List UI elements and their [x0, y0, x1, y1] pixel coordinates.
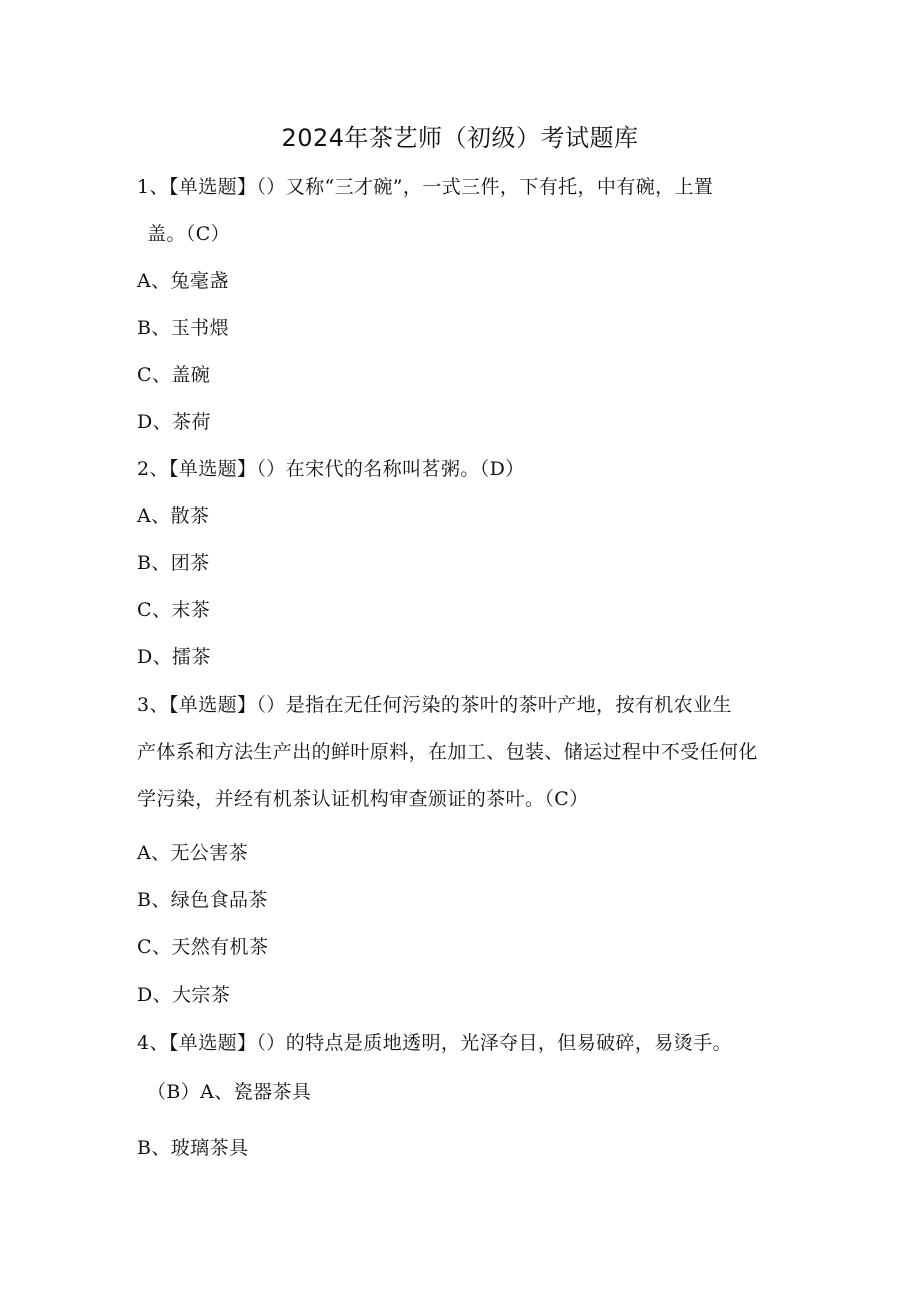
question-2-option-d: D、擂茶 — [137, 646, 211, 668]
question-1-text-cont: 盖。（C） — [147, 223, 231, 245]
question-3-option-d: D、大宗茶 — [137, 984, 231, 1006]
question-2-option-b: B、团茶 — [137, 552, 210, 574]
question-3-text-cont-1: 产体系和方法生产出的鲜叶原料，在加工、包装、储运过程中不受任何化 — [137, 741, 758, 763]
question-3-text: 3、【单选题】（）是指在无任何污染的茶叶的茶叶产地，按有机农业生 — [137, 694, 732, 716]
question-2-option-c: C、末茶 — [137, 599, 211, 621]
page-title: 2024年茶艺师（初级）考试题库 — [281, 124, 639, 152]
question-3-text-cont-2: 学污染，并经有机茶认证机构审查颁证的茶叶。（C） — [137, 788, 589, 810]
question-1-option-b: B、玉书煨 — [137, 317, 229, 339]
question-4-text: 4、【单选题】（）的特点是质地透明，光泽夺目，但易破碎，易烫手。 — [137, 1032, 732, 1054]
question-1-option-d: D、茶荷 — [137, 411, 211, 433]
question-2-option-a: A、散茶 — [137, 505, 210, 527]
question-2-text: 2、【单选题】（）在宋代的名称叫茗粥。（D） — [137, 458, 525, 480]
question-4-option-b: B、玻璃茶具 — [137, 1137, 249, 1159]
question-1-option-a: A、兔毫盏 — [137, 270, 229, 292]
question-3-option-c: C、天然有机茶 — [137, 936, 269, 958]
question-3-option-b: B、绿色食品茶 — [137, 889, 268, 911]
question-1-text: 1、【单选题】（）又称“三才碗”，一式三件，下有托，中有碗，上置 — [137, 176, 714, 198]
question-3-option-a: A、无公害茶 — [137, 842, 249, 864]
question-1-option-c: C、盖碗 — [137, 364, 211, 386]
question-4-text-cont: （B）A、瓷器茶具 — [147, 1081, 312, 1103]
